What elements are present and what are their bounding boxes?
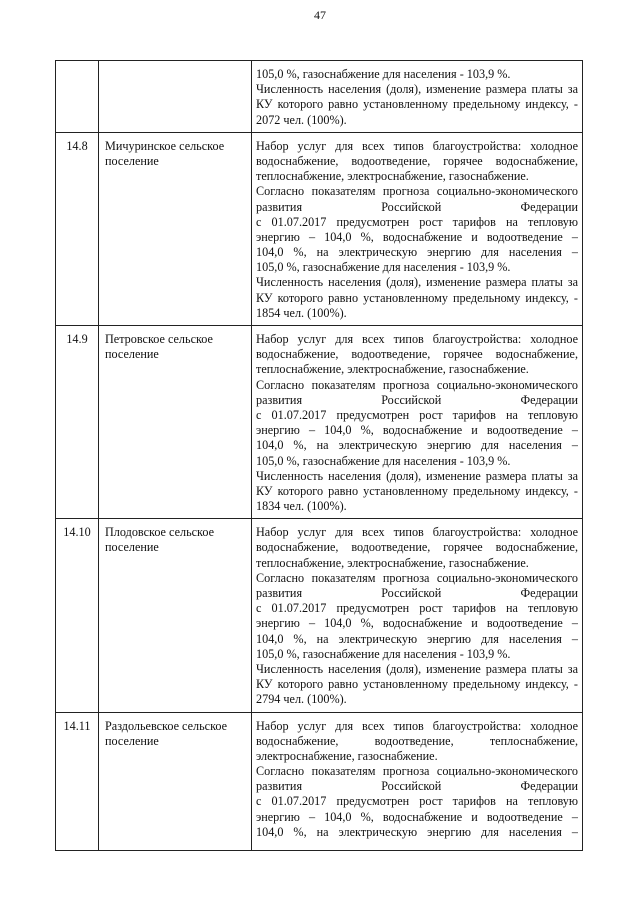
description-line: Согласно показателям прогноза социально-экономического xyxy=(256,570,578,585)
services-description xyxy=(252,519,583,712)
description-line: 1834 чел. (100%). xyxy=(256,499,347,514)
description-line: теплоснабжение, электроснабжение, газоснабжение. xyxy=(256,555,529,570)
settlement-name: Мичуринское сельское поселение xyxy=(99,132,252,325)
description-line: 105,0 %, газоснабжение для населения - 103,9 %. xyxy=(256,260,511,275)
description-line: 2072 чел. (100%). xyxy=(256,112,347,127)
description-line: водоснабжение, водоотведение, горячее водоснабжение, xyxy=(256,347,578,362)
description-line: теплоснабжение, электроснабжение, газоснабжение. xyxy=(256,362,529,377)
description-line: с 01.07.2017 предусмотрен рост тарифов на тепловую xyxy=(256,214,578,229)
description-line: развития Российской Федерации xyxy=(256,199,578,214)
description-line: Согласно показателям прогноза социально-экономического xyxy=(256,377,578,392)
row-number: 14.11 xyxy=(56,712,99,850)
description-line: с 01.07.2017 предусмотрен рост тарифов на тепловую xyxy=(256,407,578,422)
row-number xyxy=(56,61,99,133)
description-line: развития Российской Федерации xyxy=(256,586,578,600)
description-line: с 01.07.2017 предусмотрен рост тарифов на тепловую xyxy=(256,601,578,616)
description-line: КУ которого равно установленному предельному индексу, - xyxy=(256,290,578,305)
settlement-name: Раздольевское сельское поселение xyxy=(99,712,252,850)
description-line: КУ которого равно установленному предельному индексу, - xyxy=(256,677,578,692)
settlement-name: Плодовское сельское поселение xyxy=(99,519,252,712)
settlement-name: Петровское сельское поселение xyxy=(99,326,252,519)
description-line: энергию – 104,0 %, водоснабжение и водоотведение – xyxy=(256,809,578,824)
description-line: 2794 чел. (100%). xyxy=(256,692,347,707)
description-line: Численность населения (доля), изменение размера платы за xyxy=(256,275,578,290)
description-line: 105,0 %, газоснабжение для населения - 103,9 %. xyxy=(256,453,511,468)
tariff-table xyxy=(55,60,583,851)
services-description xyxy=(252,61,583,133)
table-row xyxy=(56,132,583,325)
description-line: теплоснабжение, электроснабжение, газоснабжение. xyxy=(256,169,529,184)
description-line: Набор услуг для всех типов благоустройства: холодное xyxy=(256,525,578,540)
table-row xyxy=(56,326,583,519)
description-line: водоснабжение, водоотведение, теплоснабжение, xyxy=(256,733,578,748)
description-line: 104,0 %, на электрическую энергию для населения – xyxy=(256,245,578,260)
description-line: водоснабжение, водоотведение, горячее водоснабжение, xyxy=(256,540,578,555)
description-line: 104,0 %, на электрическую энергию для населения – xyxy=(256,631,578,646)
row-number: 14.9 xyxy=(56,326,99,519)
table-row xyxy=(56,712,583,850)
description-line: Набор услуг для всех типов благоустройства: холодное xyxy=(256,332,578,346)
description-line: энергию – 104,0 %, водоснабжение и водоотведение – xyxy=(256,229,578,244)
description-line: 105,0 %, газоснабжение для населения - 103,9 %. xyxy=(256,67,511,81)
description-line: энергию – 104,0 %, водоснабжение и водоотведение – xyxy=(256,616,578,631)
table-row xyxy=(56,519,583,712)
description-line: КУ которого равно установленному предельному индексу, - xyxy=(256,483,578,498)
description-line: Численность населения (доля), изменение размера платы за xyxy=(256,661,578,676)
description-line: с 01.07.2017 предусмотрен рост тарифов на тепловую xyxy=(256,794,578,809)
description-line: 104,0 %, на электрическую энергию для населения – xyxy=(256,438,578,453)
description-line: водоснабжение, водоотведение, горячее водоснабжение, xyxy=(256,153,578,168)
services-description xyxy=(252,712,583,850)
description-line: Согласно показателям прогноза социально-экономического xyxy=(256,184,578,199)
row-number: 14.8 xyxy=(56,132,99,325)
description-line: развития Российской Федерации xyxy=(256,779,578,794)
settlement-name xyxy=(99,61,252,133)
description-line: энергию – 104,0 %, водоснабжение и водоотведение – xyxy=(256,423,578,438)
table-row xyxy=(56,61,583,133)
description-line: 104,0 %, на электрическую энергию для населения – xyxy=(256,824,578,839)
description-line: электроснабжение, газоснабжение. xyxy=(256,748,438,763)
description-line: 1854 чел. (100%). xyxy=(256,305,347,320)
row-number: 14.10 xyxy=(56,519,99,712)
description-line: Численность населения (доля), изменение размера платы за xyxy=(256,82,578,97)
page-number: 47 xyxy=(314,8,326,22)
description-line: Набор услуг для всех типов благоустройства: холодное xyxy=(256,138,578,153)
services-description xyxy=(252,132,583,325)
description-line: КУ которого равно установленному предельному индексу, - xyxy=(256,97,578,112)
description-line: развития Российской Федерации xyxy=(256,392,578,407)
description-line: 105,0 %, газоснабжение для населения - 103,9 %. xyxy=(256,646,511,661)
description-line: Численность населения (доля), изменение размера платы за xyxy=(256,468,578,483)
description-line: Набор услуг для всех типов благоустройства: холодное xyxy=(256,718,578,733)
services-description xyxy=(252,326,583,519)
description-line: Согласно показателям прогноза социально-экономического xyxy=(256,764,578,779)
